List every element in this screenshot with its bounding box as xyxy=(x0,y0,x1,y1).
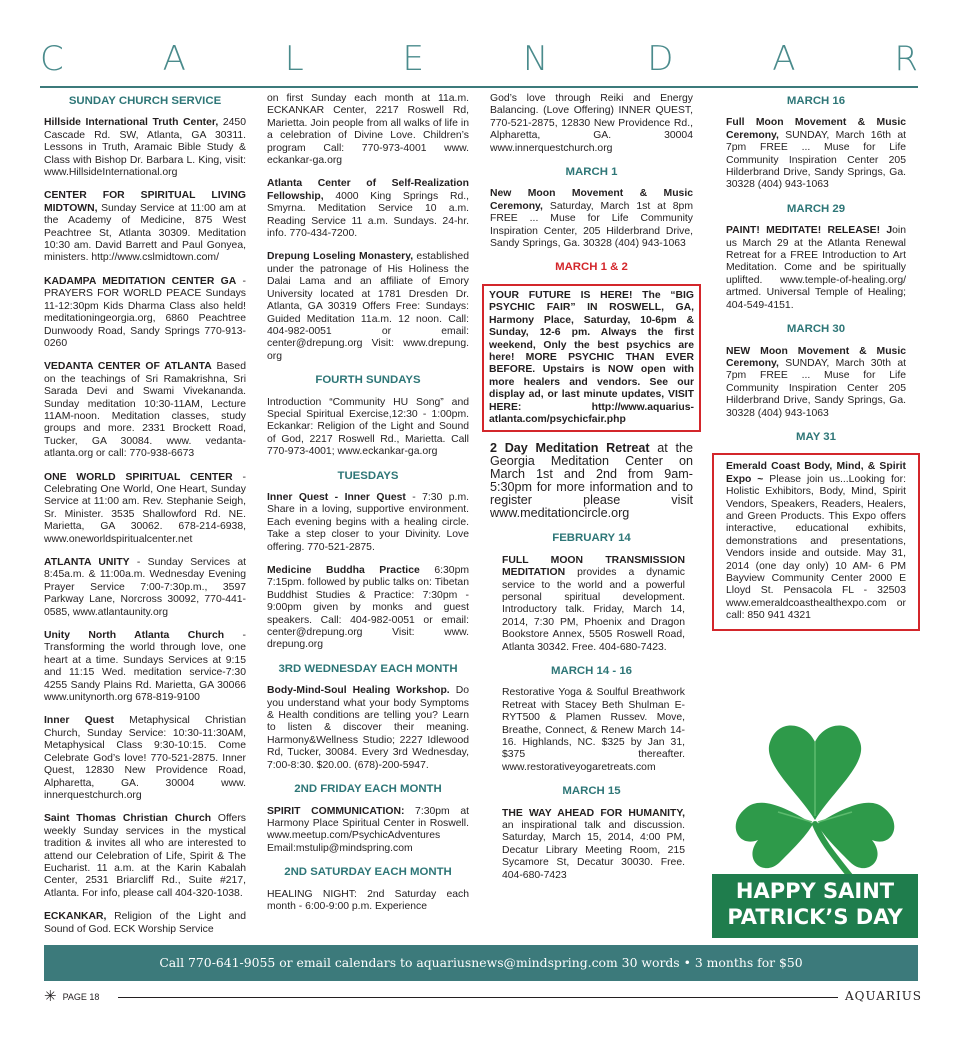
listing-text: Please join us...Looking for: Holistic Exhibitors, Body, Mind, Spirit Vendors, Speakers, Readers, Healers, and Green Products. This Expo offers interactive, educational exhibits, demonstrations and presentations, Vendors inside and outside. May 31, 2014 (one day only) 10 AM- 6 PM Bayview Community Center 2000 E Lloyd St. Pensacola FL - 32503 www.emeraldcoasthealthexpo.com or call: 850 941 4321 xyxy=(726,473,907,622)
listing-text: Offers weekly Sunday services in the mystical tradition & invites all who are interested to attend our Celebration of Life, Spirit & The Eucharist. 11 a.m. at the Karin Kabalah Center, 2531 Briarcliff Rd., Suite #217, Atlanta. For info, please call 404-320-1038. xyxy=(44,813,246,899)
listing xyxy=(267,93,469,167)
listing-text: an inspirational talk and discussion. Saturday, March 15, 2014, 4:00 PM, Decatur Library Meeting Room, 215 Sycamore St, Decatur 30030. Free. 404-680-7423 xyxy=(502,820,685,881)
listing-text: Based on the teachings of Sri Ramakrishna, Sri Sarada Devi and Swami Vivekananda. Sunday meditation 10:30-11AM, Lecture 11AM-noon. Meditation classes, study groups and more. 2331 Brockett Road, Tucker, GA 30084. www. vedanta-atlanta.org or call: 770-938-6673 xyxy=(44,361,246,460)
listing-text: SUNDAY, March 30th at 7pm FREE ... Muse for Life Community Inspiration Center 205 Hilderbrand Drive, Sandy Springs, Ga. 30328 (404) 943-1063 xyxy=(726,357,906,419)
masthead-letter: N xyxy=(522,39,549,79)
listing-text: Restorative Yoga & Soulful Breathwork Retreat with Stacey Beth Shulman E-RYT500 & Plamen Russev. Move, Breathe, Connect, & Renew March 14-16. Highlands, NC. $325 by Jan 31, $375 thereafter. www.restorativeyogaretreats.com xyxy=(502,687,685,773)
listing xyxy=(44,361,246,460)
listing-name: ONE WORLD SPIRITUAL CENTER xyxy=(44,471,233,483)
listing-text: Saturday, March 1st at 8pm FREE ... Muse for Life Community Inspiration Center, 205 Hilderbrand Drive, Sandy Springs, Ga. 30328 (404) 943-1063 xyxy=(490,200,693,250)
listing-text: on first Sunday each month at 11a.m. ECKANKAR Center, 2217 Roswell Rd, Marietta. Join people from all walks of life in a celebration of Divine Love. Children’s program Call: 770-973-4001 www. eckankar-ga.org xyxy=(267,93,469,167)
listing-text: - 7:30 p.m. Share in a loving, supportive environment. Each evening begins with a healing circle. Take a step closer to your Divinity. Love offering. 770-521-2875. xyxy=(267,491,469,553)
listing-name: FULL MOON TRANSMISSION MEDITATION xyxy=(502,554,685,579)
section-heading: MAY 31 xyxy=(796,430,836,443)
listing-text: - Transforming the world through love, one heart at a time. Sundays Services at 9:15 and 11:15 Wed. meditation service-7:30 4255 Sandy Plains Rd. Marietta, GA 30066 www.unitynorth.org 678-819-9100 xyxy=(44,630,246,704)
saint-patricks-banner xyxy=(712,878,918,930)
banner-line: HAPPY SAINT xyxy=(735,879,895,903)
listing xyxy=(726,225,906,312)
psychic-fair-box: YOUR FUTURE IS HERE! The “BIG PSYCHIC FAIR” IN ROSWELL, GA, Harmony Place, Saturday, 10-6pm & Sunday, 12-6 pm. Always the first weekend, Only the best psychics are here! MORE PSYCHIC THAN EVER BEFORE. Upstairs is NOW open with more healers and vendors. See our display ad, or last minute updates, VISIT HERE: http://www.aquarius-atlanta.com/psychicfair.php xyxy=(482,284,701,432)
listing xyxy=(267,178,469,240)
listing-name: Full Moon Movement & Music Ceremony, xyxy=(726,117,906,141)
section-heading: MARCH 29 xyxy=(786,202,846,215)
column-2 xyxy=(267,93,469,924)
section-heading: FOURTH SUNDAYS xyxy=(315,374,421,387)
masthead-letter: L xyxy=(284,39,304,79)
listing-name: NEW Moon Movement & Music Ceremony, xyxy=(726,345,906,369)
listing xyxy=(44,276,246,350)
listing-text: provides a dynamic service to the world and a powerful personal spiritual development. Introductory talk. Friday, March 14, 2014, 7:30 PM, Phoenix and Dragon Bookstore Annex, 5505 Roswell Road, Atlanta 30342. Free. 404-680-7423. xyxy=(502,567,685,653)
listing-text: at the Georgia Meditation Center on March 1st and 2nd from 9am-5:30pm for more information and to register please visit www.meditationcircle.org xyxy=(490,441,693,521)
listing xyxy=(490,687,693,774)
listing-name: Unity North Atlanta Church xyxy=(44,630,225,642)
listing-name: ECKANKAR, xyxy=(44,911,107,923)
listing-name: New Moon Movement & Music Ceremony, xyxy=(490,188,693,212)
listing-text: 4000 King Springs Rd., Smyrna. Meditation Service 10 a.m. Reading Service 11 a.m. Sundays. 24-hr. info. 770-434-7200. xyxy=(267,190,469,240)
masthead-letter: D xyxy=(647,39,674,79)
aquarius-logo: AQUARIUS xyxy=(845,989,923,1003)
listing-name: KADAMPA MEDITATION CENTER GA xyxy=(44,275,237,287)
listing-name: ATLANTA UNITY xyxy=(44,557,130,568)
listing-name: Atlanta Center of Self-Realization Fellowship, xyxy=(267,178,469,202)
listing-text: HEALING NIGHT: 2nd Saturday each month - 6:00-9:00 p.m. Experience xyxy=(267,888,469,912)
listing-name: Medicine Buddha Practice xyxy=(267,565,420,576)
listing xyxy=(267,806,469,856)
listing xyxy=(267,565,469,652)
listing-text: God’s love through Reiki and Energy Balancing. (Love Offering) INNER QUEST, 770-521-2875, 12830 New Providence Rd., Alpharetta, GA. 30004 www.innerquestchurch.org xyxy=(490,93,693,154)
expo-box xyxy=(712,453,920,630)
column-3 xyxy=(490,93,693,893)
listing xyxy=(490,555,693,654)
listing xyxy=(267,251,469,363)
listing xyxy=(44,813,246,900)
column-1 xyxy=(44,93,246,947)
asterisk-icon: ✳ xyxy=(44,988,57,1005)
masthead-letter: R xyxy=(894,39,918,79)
page-number xyxy=(44,990,99,1004)
listing xyxy=(726,117,906,191)
listing-text: 2450 Cascade Rd. SW, Atlanta, GA 30311. Lessons in Truth, Aramaic Bible Study & Class with Bishop Dr. Barbara L. King, visit: www.HillsideInternational.org xyxy=(44,117,246,179)
listing-name: SPIRIT COMMUNICATION: xyxy=(267,805,405,817)
section-heading: 2ND FRIDAY EACH MONTH xyxy=(294,783,442,796)
listing xyxy=(267,889,469,914)
listing-text: oin us March 29 at the Atlanta Renewal Retreat for a FREE Introduction to Art Meditation. Come and be spiritually uplifted. www.temple-of-healing.org/ artmed. Universal Temple of Healing; 404-549-4151. xyxy=(726,225,906,311)
column-4 xyxy=(726,93,906,631)
masthead-rule xyxy=(40,86,918,88)
section-heading: MARCH 30 xyxy=(786,323,846,336)
listing-text: - Celebrating One World, One Heart, Sunday Service at 11:00 am. Rev. Stephanie Seigh, Sr. Minister. 3535 Shallowford Rd. NE. Marietta, GA 30062. 678-214-6938, www.oneworldspiritualcenter.net xyxy=(44,471,246,545)
listing-name: Emerald Coast Body, Mind, & Spirit Expo ~ xyxy=(726,461,906,485)
masthead-letter: A xyxy=(162,39,186,79)
listing xyxy=(44,630,246,704)
listing-text: Religion of the Light and Sound of God. ECK Worship Service xyxy=(44,911,246,935)
listing-name: Saint Thomas Christian Church xyxy=(44,813,212,825)
listing xyxy=(44,715,246,802)
section-heading: MARCH 1 & 2 xyxy=(555,261,628,274)
shamrock-icon xyxy=(736,725,895,876)
section-heading: 3RD WEDNESDAY EACH MONTH xyxy=(278,662,458,675)
listing-name: Body-Mind-Soul Healing Workshop. xyxy=(267,685,450,697)
listing-name: Inner Quest xyxy=(44,715,115,727)
listing xyxy=(726,346,906,420)
listing-name: CENTER FOR SPIRITUAL LIVING MIDTOWN, xyxy=(44,190,246,214)
listing-name: PAINT! MEDITATE! RELEASE! J xyxy=(726,225,893,237)
banner-line: PATRICK’S DAY xyxy=(727,905,903,929)
listing xyxy=(267,685,469,772)
footer-text: Call 770-641-9055 or email calendars to aquariusnews@mindspring.com 30 words • 3 months for $50 xyxy=(159,955,803,970)
listing-text: - Sunday Services at 8:45a.m. & 11:00a.m. Wednesday Evening Prayer Service 7:00-7:30p.m., 3597 Parkway Lane, Norcross 30092, 770-441-0585, www.atlantaunity.org xyxy=(44,557,247,618)
calendar-footer-bar xyxy=(44,945,918,981)
section-heading: 2ND SATURDAY EACH MONTH xyxy=(284,866,452,879)
calendar-masthead xyxy=(40,40,918,80)
section-heading: MARCH 1 xyxy=(565,166,618,179)
listing-text: 6:30pm 7:15pm. followed by public talks on: Tibetan Buddhist Studies & Practice: 7:30pm - 9:00pm given by monks and guest speakers. Call: 404-982-0051 or email: center@drepung.org Visit: www. drepung.org xyxy=(267,565,469,651)
listing xyxy=(44,472,246,546)
section-heading: TUESDAYS xyxy=(337,469,399,482)
listing xyxy=(267,397,469,459)
listing-name: VEDANTA CENTER OF ATLANTA xyxy=(44,361,212,373)
section-heading: MARCH 16 xyxy=(786,95,846,107)
page-label: PAGE 18 xyxy=(62,992,100,1002)
page-footer-rule xyxy=(118,997,838,998)
section-heading: MARCH 15 xyxy=(562,785,621,798)
listing xyxy=(490,188,693,250)
listing-name: Inner Quest - Inner Quest xyxy=(267,491,406,503)
listing xyxy=(490,93,693,155)
listing-name: Drepung Loseling Monastery, xyxy=(267,251,414,263)
masthead-letter: A xyxy=(772,39,796,79)
listing-text: Do you understand what your body Symptoms & Health conditions are telling you? Learn to listen & discover their meaning. Harmony&Wellness Studio; 2227 Idlewood Rd, Tucker, 30084. Every 3rd Wednesday, 7:00-8:30. $20.00. (678)-200-5947. xyxy=(267,685,469,771)
masthead-letter: C xyxy=(40,39,64,79)
section-heading: SUNDAY CHURCH SERVICE xyxy=(68,95,222,107)
listing-text: Metaphysical Christian Church, Sunday Service: 10:30-11:30AM, Metaphysical Class 9:30-10:15. Come Celebrate God’s love! 770-521-2875. Inner Quest, 12830 New Providence Road, Alpharetta, GA. 30004 www. innerquestchurch.org xyxy=(44,715,246,801)
listing-text: Sunday Service at 11:00 am at the Academy of Medicine, 875 West Peachtree St, Atlanta 30309. Meditation 10:30 am. David Barrett and Paul Gonyea, ministers. http://www.cslmidtown.com/ xyxy=(44,202,246,264)
listing-text: established under the patronage of His Holiness the Dalai Lama and an affiliate of Emory University located at 1781 Dresden Dr. Atlanta, GA 30319 Offers Free: Sundays: Guided Meditation 11a.m. 12 noon. Call: 404-982-0051 or email: center@drepung.org Visit: www.drepung. org xyxy=(267,251,469,362)
listing-name: 2 Day Meditation Retreat xyxy=(490,441,650,456)
listing-name: Hillside International Truth Center, xyxy=(44,117,219,129)
listing xyxy=(267,492,469,554)
listing-text: 7:30pm at Harmony Place Spiritual Center in Roswell. www.meetup.com/PsychicAdventures Email:mstulip@mindspring.com xyxy=(267,805,469,854)
listing xyxy=(490,442,693,520)
listing xyxy=(490,808,693,882)
listing xyxy=(44,190,246,264)
listing-text: - PRAYERS FOR WORLD PEACE Sundays 11-12:30pm Kids Dharma Class also held! meditationingeorgia.org, 6860 Peachtree Dunwoody Road, Sandy Springs 770-913-0260 xyxy=(44,275,246,349)
masthead-letter: E xyxy=(402,39,425,79)
listing-text: Introduction “Community HU Song” and Special Spiritual Exercise,12:30 - 1:00pm. Eckankar: Religion of the Light and Sound of God, 2217 Roswell Rd., Marietta. Call 770-973-4001; www.eckankar-ga.org xyxy=(267,396,469,458)
listing xyxy=(44,557,246,619)
listing xyxy=(44,911,246,936)
listing-name: THE WAY AHEAD FOR HUMANITY, xyxy=(502,807,685,819)
section-heading: MARCH 14 - 16 xyxy=(550,665,633,677)
listing-text: SUNDAY, March 16th at 7pm FREE ... Muse for Life Community Inspiration Center 205 Hilderbrand Drive, Sandy Springs, Ga. 30328 (404) 943-1063 xyxy=(726,129,906,191)
section-heading: FEBRUARY 14 xyxy=(552,532,631,545)
listing xyxy=(44,117,246,179)
